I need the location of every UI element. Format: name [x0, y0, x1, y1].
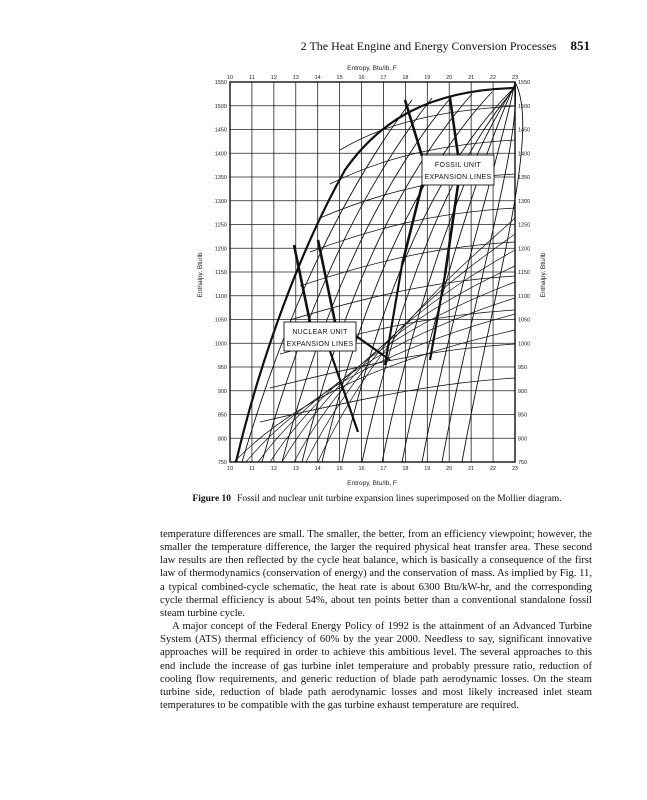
y-tick-label-left: 1550: [214, 80, 227, 86]
fossil-unit-label-line1: FOSSIL UNIT: [434, 162, 482, 169]
x-tick-label-top: 15: [336, 75, 343, 81]
y-tick-label-left: 850: [217, 412, 227, 419]
right-axis-label: Enthalpy, Btu/lb: [540, 252, 547, 298]
y-tick-label-right: 1300: [518, 198, 531, 205]
x-tick-label-bottom: 13: [292, 466, 299, 472]
y-tick-label-right: 1200: [518, 246, 531, 253]
nuclear-expansion-line: [356, 336, 390, 360]
y-tick-label-right: 750: [518, 460, 528, 466]
y-tick-label-left: 1000: [214, 341, 227, 348]
x-tick-label-top: 14: [314, 75, 321, 81]
running-header: [230, 38, 590, 54]
y-tick-label-right: 950: [518, 365, 528, 371]
nuclear-unit-label-line1: NUCLEAR UNIT: [292, 329, 348, 336]
y-tick-label-right: 1500: [518, 103, 531, 110]
top-axis-label: Entropy, Btu/lb, F: [347, 65, 397, 72]
x-tick-label-top: 17: [380, 75, 387, 81]
y-tick-label-right: 1000: [518, 341, 531, 348]
left-tick-labels: [215, 80, 227, 466]
x-tick-label-bottom: 12: [270, 466, 277, 472]
y-tick-label-right: 1550: [518, 80, 531, 86]
y-tick-label-left: 1400: [214, 151, 227, 158]
y-tick-label-right: 1250: [518, 222, 531, 229]
body-text: [160, 528, 592, 712]
x-tick-label-top: 12: [270, 75, 277, 81]
x-tick-label-bottom: 11: [249, 466, 255, 472]
y-tick-label-right: 1050: [518, 317, 531, 324]
bottom-tick-labels: [227, 466, 518, 472]
x-tick-label-top: 11: [249, 75, 255, 81]
y-tick-label-left: 800: [217, 436, 227, 443]
x-tick-label-bottom: 21: [468, 466, 475, 472]
caption-text: Fossil and nuclear unit turbine expansion lines superimposed on the Mollier diagram.: [237, 494, 562, 504]
x-tick-label-bottom: 17: [380, 466, 387, 472]
x-tick-label-top: 13: [292, 75, 299, 81]
x-tick-label-bottom: 23: [511, 466, 519, 472]
paragraph-1: temperature differences are small. The smaller, the better, from an efficiency viewpoint; however, the smaller the temperature difference, the larger the required physical heat transfer area. These second law results are then reflected by the cycle heat balance, which is basically a consequence of the first law of thermodynamics (conservation of energy) and the conservation of mass. As implied by Fig. 11, a typical combined-cycle schematic, the heat rate is about 6300 Btu/kW-hr, and the corresponding cycle thermal efficiency is about 54%, about ten points better than a conventional standalone fossil steam turbine cycle.: [160, 529, 592, 619]
bottom-axis-label: Entropy, Btu/lb, F: [347, 480, 397, 487]
y-tick-label-left: 1050: [214, 317, 227, 324]
figure-label: Figure 10: [192, 494, 232, 504]
y-tick-label-right: 1400: [518, 151, 531, 158]
y-tick-label-left: 950: [217, 365, 227, 371]
running-title: 2 The Heat Engine and Energy Conversion Processes: [300, 39, 557, 53]
x-tick-label-top: 23: [511, 75, 519, 81]
x-tick-label-bottom: 16: [358, 466, 365, 472]
y-tick-label-left: 1100: [215, 293, 227, 300]
x-tick-label-top: 16: [358, 75, 365, 81]
x-tick-label-top: 21: [468, 75, 475, 81]
fossil-unit-label-line2: EXPANSION LINES: [424, 174, 492, 181]
y-tick-label-left: 1200: [214, 246, 227, 253]
x-tick-label-bottom: 20: [446, 466, 453, 472]
y-tick-label-left: 1250: [214, 222, 227, 229]
y-tick-label-right: 850: [518, 412, 528, 419]
x-tick-label-top: 20: [446, 75, 453, 81]
mollier-diagram-figure: [190, 60, 560, 490]
x-tick-label-bottom: 14: [314, 466, 321, 472]
x-tick-label-top: 22: [490, 75, 497, 81]
x-tick-label-bottom: 19: [424, 466, 431, 472]
x-tick-label-bottom: 22: [490, 466, 497, 472]
x-tick-label-bottom: 15: [336, 466, 343, 472]
x-tick-label-top: 19: [424, 75, 431, 81]
page-number: 851: [570, 38, 590, 53]
isobar-line: [262, 98, 432, 462]
x-tick-label-bottom: 18: [402, 466, 409, 472]
x-tick-label-bottom: 10: [226, 466, 234, 472]
y-tick-label-right: 900: [518, 388, 528, 395]
paragraph-2: A major concept of the Federal Energy Policy of 1992 is the attainment of an Advanced Turbine System (ATS) thermal efficiency of 60% by the year 2000. Needless to say, significant innovative approaches will be required in order to achieve this ambitious level. The several approaches to this end include the increase of gas turbine inlet temperature and probably pressure ratio, reduction of cooling flow requirements, and generic reduction of blade path aerodynamic losses. On the steam turbine side, reduction of blade path aerodynamic losses and most likely increased inlet steam temperatures to be compatible with the gas turbine exhaust temperature are required.: [160, 621, 592, 712]
y-tick-label-right: 1350: [518, 175, 531, 181]
x-tick-label-top: 10: [226, 75, 234, 81]
left-axis-label: Enthalpy, Btu/lb: [197, 252, 204, 298]
y-tick-label-left: 750: [217, 460, 227, 466]
x-tick-label-top: 18: [402, 75, 409, 81]
y-tick-label-right: 1100: [518, 293, 530, 300]
nuclear-unit-label-line2: EXPANSION LINES: [286, 341, 354, 348]
figure-caption: [162, 494, 592, 504]
isobar-line: [402, 84, 515, 462]
y-tick-label-right: 800: [518, 436, 528, 443]
mollier-diagram: [190, 60, 560, 490]
y-tick-label-left: 1350: [214, 175, 227, 181]
isobar-line: [362, 88, 515, 462]
top-tick-labels: [227, 75, 518, 81]
fossil-expansion-line: [385, 265, 402, 365]
isobar-line: [322, 92, 492, 462]
y-tick-label-left: 1150: [215, 270, 227, 276]
y-tick-label-right: 1450: [518, 127, 531, 134]
y-tick-label-right: 1150: [518, 270, 530, 276]
y-tick-label-left: 1300: [214, 198, 227, 205]
y-tick-label-left: 1500: [214, 103, 227, 110]
y-tick-label-left: 1450: [214, 127, 227, 134]
right-tick-labels: [518, 80, 530, 466]
y-tick-label-left: 900: [217, 388, 227, 395]
